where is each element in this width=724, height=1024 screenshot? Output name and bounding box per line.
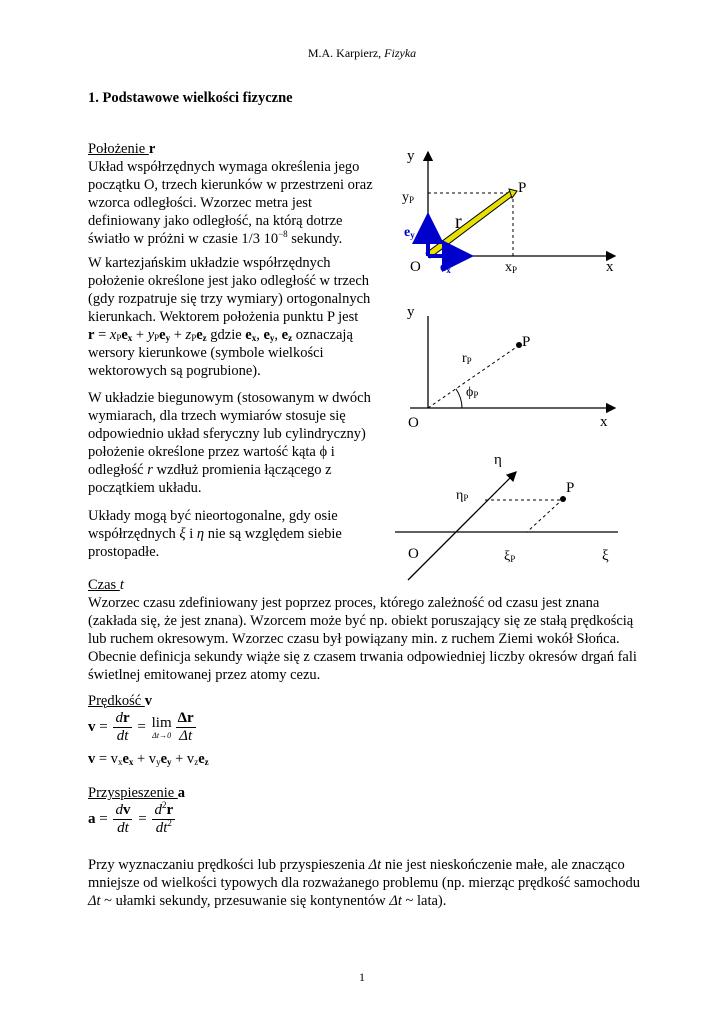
p2-ey: e <box>159 327 166 343</box>
v-eq1-frac2 <box>176 710 196 745</box>
p2-r: r <box>88 327 95 343</box>
position-vector-arrow <box>426 191 514 258</box>
p4-eta: η <box>196 526 205 542</box>
v-eq2-plus2: + v <box>171 751 195 767</box>
closing-dt3: Δt <box>389 893 402 909</box>
v-eq2-vz-sub: z <box>194 757 199 767</box>
d2-phip-base: ϕ <box>466 385 474 400</box>
a-eq-frac1 <box>113 802 132 837</box>
p2-ez2: e <box>281 327 289 343</box>
d1-x-label: x <box>606 259 614 275</box>
p2-ey2-sub: y <box>269 333 275 343</box>
d1-ex-base: e <box>440 260 447 275</box>
p1-exponent: −8 <box>278 229 288 239</box>
a-eq-den2-exp: 2 <box>167 818 172 828</box>
d1-xp-sub: P <box>512 265 518 275</box>
d2-rp-label <box>462 351 472 366</box>
position-paragraph-2 <box>88 254 383 380</box>
cartesian-diagram <box>390 140 630 280</box>
v-eq1-num2: Δr <box>177 710 194 726</box>
d1-origin-label: O <box>410 259 421 275</box>
p3-end: wzdłuż promienia łączącego z początkiem układu. <box>88 462 332 496</box>
v-eq1-lim <box>152 715 172 740</box>
p4-xi: ξ <box>179 526 186 542</box>
v-eq2-lhs: v <box>88 751 96 767</box>
p2-ey2: e <box>263 327 270 343</box>
p2-ex2-sub: x <box>251 333 257 343</box>
a-eq-num2-r: r <box>166 802 174 818</box>
velocity-heading <box>88 692 648 710</box>
p2-ex-sub: x <box>127 333 133 343</box>
d1-xp-label <box>505 260 517 275</box>
d2-rp-sub: P <box>466 356 472 366</box>
d2-phip-sub: P <box>473 390 479 400</box>
v-eq1-lim-sub: Δt→0 <box>152 731 172 740</box>
d3-etap-sub: P <box>463 493 469 503</box>
v-eq1-eq2: = <box>133 718 150 735</box>
d2-phip-label <box>466 385 478 400</box>
time-heading-text: Czas <box>88 577 120 593</box>
position-paragraph-1 <box>88 158 383 248</box>
position-paragraph-4 <box>88 507 350 561</box>
acceleration-heading <box>88 784 648 802</box>
p3-r: r <box>147 462 153 478</box>
v-eq1-frac1 <box>113 710 131 745</box>
d1-p-label: P <box>518 180 527 196</box>
a-eq-den2: dt <box>155 820 168 836</box>
d3-etap-label <box>456 488 468 503</box>
d1-yp-base: y <box>402 190 409 205</box>
v-eq2-ez-sub: z <box>204 757 209 767</box>
d3-xi-label: ξ <box>602 548 609 564</box>
velocity-heading-text: Prędkość <box>88 693 145 709</box>
d3-etap-base: η <box>456 488 464 503</box>
v-eq1-eq: = <box>95 718 112 735</box>
a-eq-eq2: = <box>134 810 151 827</box>
p2-ey-sub: y <box>165 333 171 343</box>
d1-yp-label <box>402 190 414 205</box>
position-heading <box>88 140 383 158</box>
p2-ez: e <box>196 327 203 343</box>
p2-ex2: e <box>245 327 252 343</box>
oblique-diagram <box>390 448 630 583</box>
d1-xp-base: x <box>505 260 512 275</box>
d2-p-label: P <box>522 334 531 350</box>
time-heading-symbol: t <box>119 577 124 593</box>
d3-xip-sub: P <box>510 554 516 564</box>
d2-angle-arc <box>456 389 462 408</box>
header-book: Fizyka <box>384 46 417 60</box>
closing-dt2: Δt <box>88 893 101 909</box>
p3-text: W układzie biegunowym (stosowanym w dwóch wymiarach, dla trzech wymiarów stosuje się odpowiednio układ sferyczny lub cylindryczny) położenie określone przez wartość kąta <box>88 390 371 460</box>
p2-x: x <box>109 327 117 343</box>
a-eq-num2-exp: 2 <box>161 800 167 810</box>
v-eq2-ez: e <box>198 751 205 767</box>
a-eq-frac2 <box>152 802 175 837</box>
position-paragraph-3 <box>88 389 383 497</box>
p3-phi: ϕ <box>319 444 328 460</box>
closing-c: ~ ułamki sekundy, przesuwanie się kontynentów <box>100 893 390 909</box>
p4-end: nie są względem siebie prostopadłe. <box>88 526 342 560</box>
header-author: M.A. Karpierz, <box>307 46 385 60</box>
v-eq2-ex-sub: x <box>128 757 134 767</box>
a-eq-num1-v: v <box>122 802 131 818</box>
velocity-heading-symbol: v <box>144 693 153 709</box>
page-number: 1 <box>359 970 365 984</box>
closing-b: nie jest nieskończenie małe, ale znacząco mniejsze od wielkości typowych dla rozważanego problemu (np. mierząc prędkość samochodu <box>88 857 641 891</box>
acceleration-heading-text: Przyspieszenie <box>88 785 178 801</box>
p2-sep1: , <box>256 327 264 343</box>
v-eq2-plus1: + v <box>133 751 157 767</box>
p2-oznaczaja: oznaczają <box>292 327 353 343</box>
closing-paragraph <box>88 856 648 910</box>
p2-sub-p3: P <box>191 333 197 343</box>
v-eq2-ey: e <box>160 751 167 767</box>
p2-gdzie: gdzie <box>206 327 246 343</box>
v-eq1-num1-r: r <box>122 710 130 726</box>
a-eq-num1-d: d <box>115 802 123 818</box>
d3-xip-label <box>504 549 515 564</box>
p4-and: i <box>185 526 197 542</box>
closing-dt1: Δt <box>368 857 382 873</box>
p2-ez-sub: z <box>202 333 207 343</box>
p2-sub-p1: P <box>116 333 122 343</box>
time-heading <box>88 576 648 594</box>
v-eq1-den2: Δt <box>179 728 193 744</box>
d1-ey-sub: y <box>410 230 415 240</box>
d3-eta-label: η <box>494 452 502 468</box>
d3-xi-guide <box>527 499 563 532</box>
d1-ex-sub: x <box>446 265 451 275</box>
v-eq2-vy-sub: y <box>156 757 161 767</box>
v-eq1-den1: dt <box>116 728 129 744</box>
a-eq-eq: = <box>95 810 112 827</box>
a-eq-den1: dt <box>117 820 129 836</box>
v-eq2-vx-sub: x <box>117 757 123 767</box>
p1-text: Układ współrzędnych wymaga określenia jego początku O, trzech kierunków w przestrzeni oraz wzorca odległości. Wzorzec metra jest definiowany jako odległość, na którą dotrze światło w próżni w czasie 1/3 10 <box>88 159 373 247</box>
a-eq-lhs: a <box>88 810 96 827</box>
d2-y-label: y <box>407 304 415 320</box>
d3-xip-base: ξ <box>504 549 511 564</box>
velocity-equation-2 <box>88 750 648 768</box>
d1-ey-label <box>404 225 415 240</box>
v-eq2-ey-sub: y <box>167 757 172 767</box>
v-eq2-ex: e <box>122 751 129 767</box>
p2-sub-p2: P <box>154 333 160 343</box>
p2-ex: e <box>121 327 128 343</box>
a-eq-num2-d: d <box>154 802 162 818</box>
p2-eq: = <box>94 327 110 343</box>
section-title: 1. Podstawowe wielkości fizyczne <box>88 90 293 106</box>
p3-mid: i odległość <box>88 444 335 478</box>
d1-y-label: y <box>407 148 415 164</box>
p2-plus1: + <box>132 327 148 343</box>
d2-rp-base: r <box>462 351 467 366</box>
time-body: Wzorzec czasu zdefiniowany jest poprzez proces, którego zależność od czasu jest znana (zakłada się, że jest znana). Wzorcem może być np. obiekt poruszający się ze stałą prędkością lub ruchem okresowym. Wzorzec czasu był powiązany min. z ruchem Ziemi wokół Słońca. Obecnie definicja sekundy wiąże się z czasem trwania odpowiedniej liczby okresów drgań fali świetlnej emitowanej przez atomy cezu. <box>88 595 637 683</box>
p4-start: Układy mogą być nieortogonalne, gdy osie współrzędnych <box>88 508 338 542</box>
v-eq2-eq: = v <box>95 751 118 767</box>
p2-sep2: , <box>274 327 282 343</box>
v-eq1-lim-text: lim <box>151 715 172 731</box>
d3-point <box>560 496 566 502</box>
p2-y: y <box>147 327 155 343</box>
v-eq1-num1-d: d <box>115 710 123 726</box>
p2-plus2: + <box>170 327 186 343</box>
acceleration-heading-symbol: a <box>177 785 186 801</box>
d1-yp-sub: P <box>409 195 415 205</box>
p2-start: W kartezjańskim układzie współrzędnych położenie określone jest jako odległość w trzech (gdy rozpatruje się trzy wymiary) ortogonalnych kierunkach. Wektorem położenia punktu P jest <box>88 255 371 325</box>
closing-d: ~ lata). <box>401 893 447 909</box>
p1-end: sekundy. <box>287 231 343 247</box>
d1-r-label: r <box>455 211 462 233</box>
velocity-equation-1 <box>88 710 198 745</box>
d1-ey-base: e <box>404 225 411 240</box>
closing-a: Przy wyznaczaniu prędkości lub przyspieszenia <box>88 857 369 873</box>
d2-x-label: x <box>600 414 608 430</box>
d2-origin-label: O <box>408 415 419 431</box>
d1-ex-label <box>440 260 451 275</box>
page-header <box>0 44 724 62</box>
polar-diagram <box>390 300 630 435</box>
p2-ez2-sub: z <box>288 333 293 343</box>
position-heading-symbol: r <box>148 141 156 157</box>
position-heading-text: Położenie <box>88 141 149 157</box>
acceleration-equation <box>88 802 177 837</box>
p2-z: z <box>185 327 192 343</box>
d3-p-label: P <box>566 480 575 496</box>
d3-origin-label: O <box>408 546 419 562</box>
v-eq1-lhs: v <box>88 718 96 735</box>
p2-end: wersory kierunkowe (symbole wielkości wektorowych są pogrubione). <box>88 345 324 379</box>
